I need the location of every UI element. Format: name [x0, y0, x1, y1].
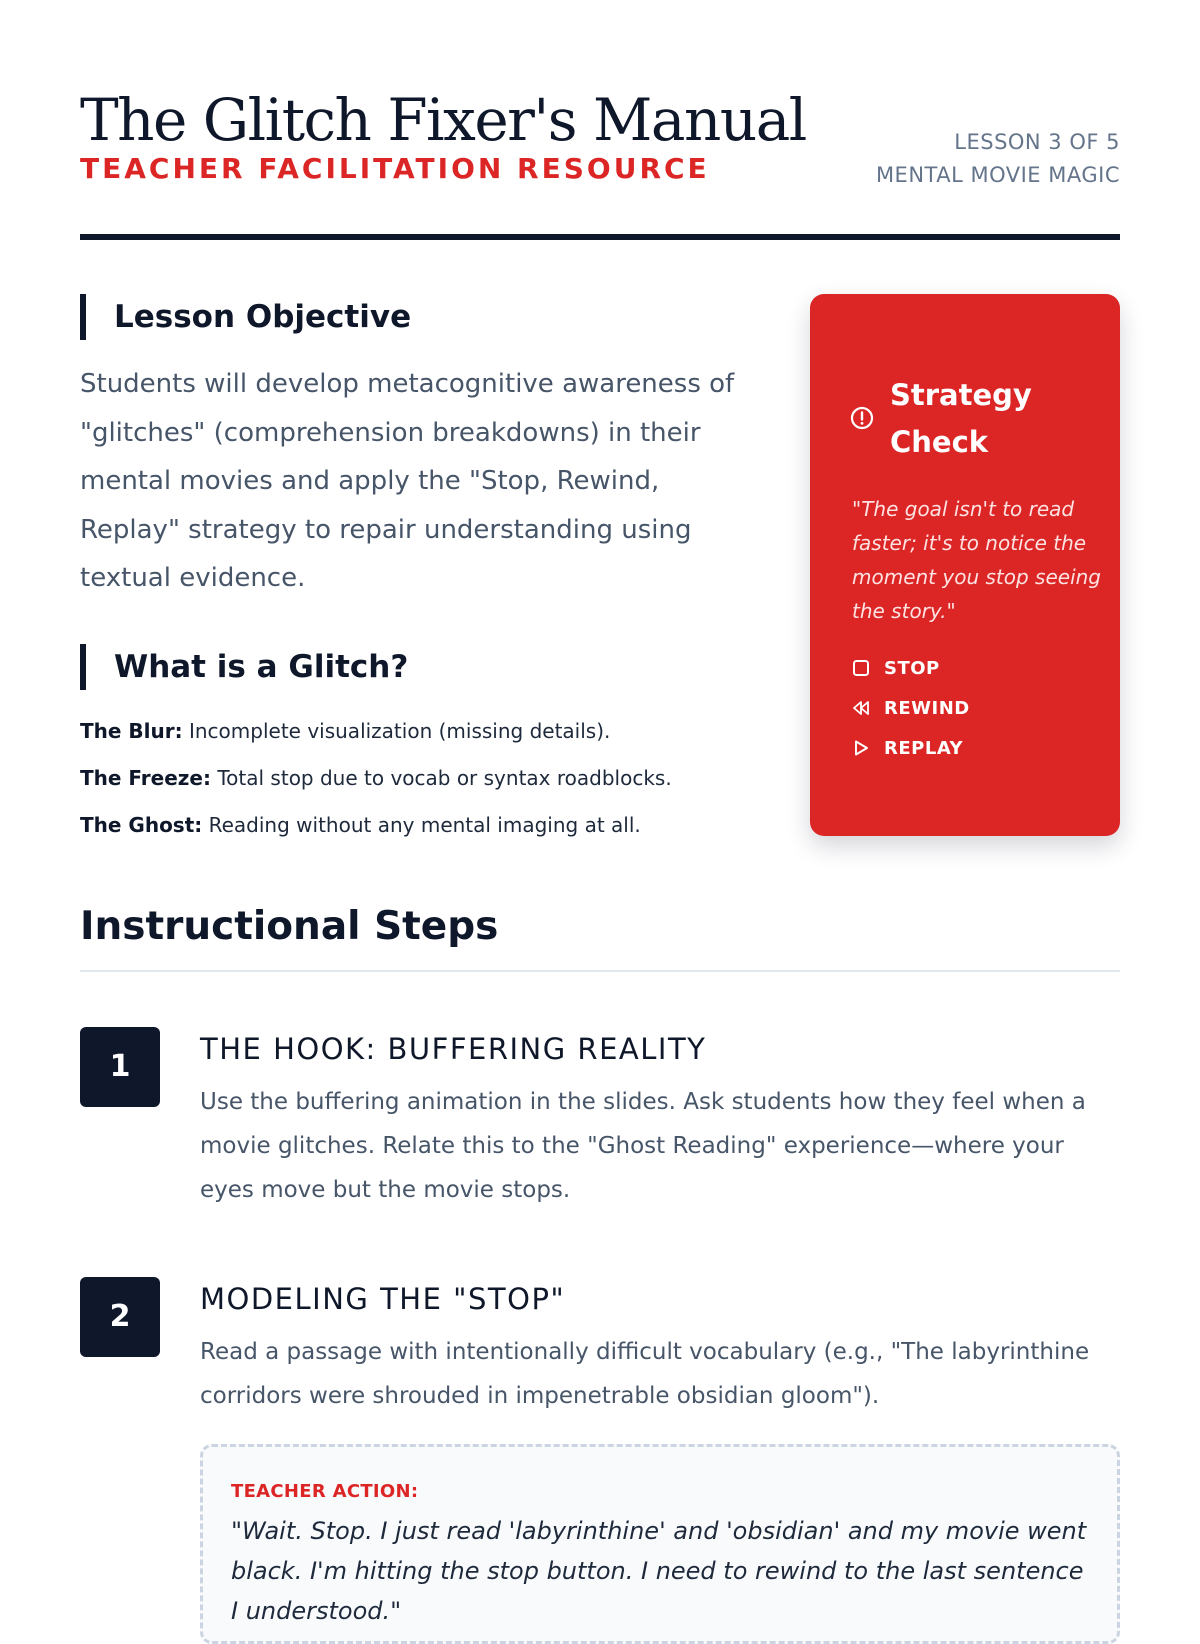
stop-square-icon — [852, 659, 870, 677]
glitch-heading: What is a Glitch? — [80, 644, 408, 690]
lesson-number: LESSON 3 OF 5 — [954, 130, 1120, 154]
strategy-step-label: STOP — [884, 657, 940, 679]
alert-circle-icon — [850, 406, 874, 430]
step-description: Use the buffering animation in the slides. Ask students how they feel when a movie glitches. Relate this to the "Ghost Reading" experience—where your eyes move but the movie stops. — [200, 1089, 1086, 1203]
glitch-desc: Incomplete visualization (missing details). — [188, 719, 611, 743]
page-title: The Glitch Fixer's Manual — [80, 86, 806, 154]
step-title: THE HOOK: BUFFERING REALITY — [200, 1032, 707, 1066]
glitch-item-ghost — [80, 802, 780, 849]
lesson-meta — [876, 126, 1120, 192]
glitch-desc: Total stop due to vocab or syntax roadblocks. — [217, 766, 672, 790]
glitch-desc: Reading without any mental imaging at all. — [208, 813, 641, 837]
glitch-list — [80, 708, 780, 849]
glitch-item-blur — [80, 708, 780, 755]
teacher-action-text: "Wait. Stop. I just read 'labyrinthine' and 'obsidian' and my movie went black. I'm hitting the stop button. I need to rewind to the last sentence I understood." — [231, 1517, 1087, 1625]
step-title: MODELING THE "STOP" — [200, 1282, 566, 1316]
objective-text: Students will develop metacognitive awareness of "glitches" (comprehension breakdowns) in their mental movies and apply the "Stop, Rewind, Replay" strategy to repair understanding using textual evidence. — [80, 369, 735, 593]
strategy-step-rewind — [852, 696, 970, 720]
page-subtitle: TEACHER FACILITATION RESOURCE — [80, 152, 710, 185]
header-divider — [80, 234, 1120, 240]
glitch-item-freeze — [80, 755, 780, 802]
section-divider — [80, 970, 1120, 972]
strategy-step-label: REPLAY — [884, 737, 964, 759]
glitch-term: The Blur: — [80, 719, 183, 743]
glitch-term: The Ghost: — [80, 813, 203, 837]
strategy-check-card — [810, 294, 1120, 836]
lesson-name: MENTAL MOVIE MAGIC — [875, 163, 1120, 187]
rewind-icon — [852, 699, 870, 717]
strategy-step-replay — [852, 736, 963, 760]
instructional-steps-heading: Instructional Steps — [80, 904, 499, 949]
strategy-step-stop — [852, 656, 940, 680]
objective-heading: Lesson Objective — [80, 294, 411, 340]
step-number-badge: 1 — [80, 1027, 160, 1107]
lesson-page — [80, 0, 1120, 1625]
teacher-action-label: TEACHER ACTION: — [231, 1481, 419, 1502]
card-title: Strategy Check — [890, 378, 1032, 459]
page-header — [80, 80, 1120, 240]
glitch-term: The Freeze: — [80, 766, 211, 790]
strategy-step-label: REWIND — [884, 697, 970, 719]
teacher-action-box — [200, 1444, 1120, 1644]
card-quote: "The goal isn't to read faster; it's to notice the moment you stop seeing the story." — [852, 497, 1101, 623]
play-icon — [852, 739, 870, 757]
step-description: Read a passage with intentionally difficult vocabulary (e.g., "The labyrinthine corridors were shrouded in impenetrable obsidian gloom"). — [200, 1339, 1090, 1409]
step-number-badge: 2 — [80, 1277, 160, 1357]
